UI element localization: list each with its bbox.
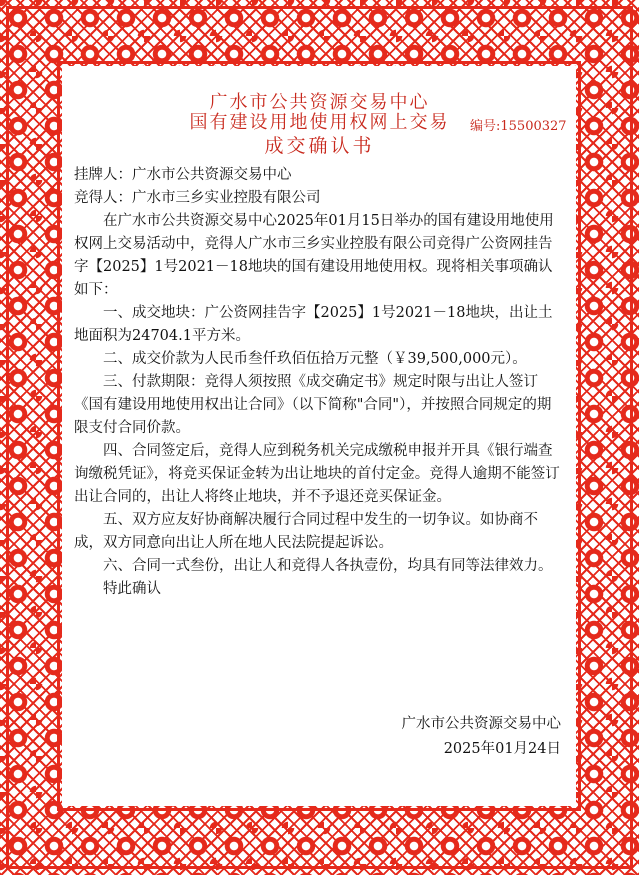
issuer-title: 广水市公共资源交易中心	[209, 92, 430, 113]
intro-paragraph: 在广水市公共资源交易中心2025年01月15日举办的国有建设用地使用权网上交易活动中，竞得人广水市三乡实业控股有限公司竞得广公资网挂告字【2025】1号2021－18地块的国有建设用地使用权。现将相关事项确认如下：	[74, 213, 554, 298]
bidder-party: 竞得人：广水市三乡实业控股有限公司	[74, 190, 321, 206]
document-title: 成交确认书	[264, 135, 375, 157]
clause-6: 六、合同一式叁份，出让人和竞得人各执壹份，均具有同等法律效力。	[103, 558, 553, 574]
signing-date: 2025年01月24日	[443, 741, 561, 757]
clause-1: 一、成交地块：广公资网挂告字【2025】1号2021－18地块，出让土地面积为24704.1平方米。	[74, 305, 553, 344]
signing-organization: 广水市公共资源交易中心	[401, 716, 561, 732]
clause-5: 五、双方应友好协商解决履行合同过程中发生的一切争议。如协商不成，双方同意向出让人所在地人民法院提起诉讼。	[74, 512, 538, 551]
clause-2: 二、成交价款为人民币叁仟玖佰伍拾万元整（￥39,500,000元）。	[103, 351, 527, 367]
clause-4: 四、合同签定后，竞得人应到税务机关完成缴税申报并开具《银行端查询缴税凭证》，将竞买保证金转为出让地块的首付定金。竞得人逾期不能签订出让合同的，出让人将终止地块，并不予退还竞买保证金。	[74, 443, 560, 505]
document-body	[74, 164, 564, 601]
transaction-title: 国有建设用地使用权网上交易	[189, 112, 450, 133]
serial-number: 编号:15500327	[470, 119, 567, 134]
closing-statement: 特此确认	[103, 581, 161, 597]
clause-3: 三、付款期限：竞得人须按照《成交确定书》规定时限与出让人签订《国有建设用地使用权出让合同》（以下简称"合同"），并按照合同规定的期限支付合同价款。	[74, 374, 552, 436]
listing-party: 挂牌人：广水市公共资源交易中心	[74, 167, 292, 183]
